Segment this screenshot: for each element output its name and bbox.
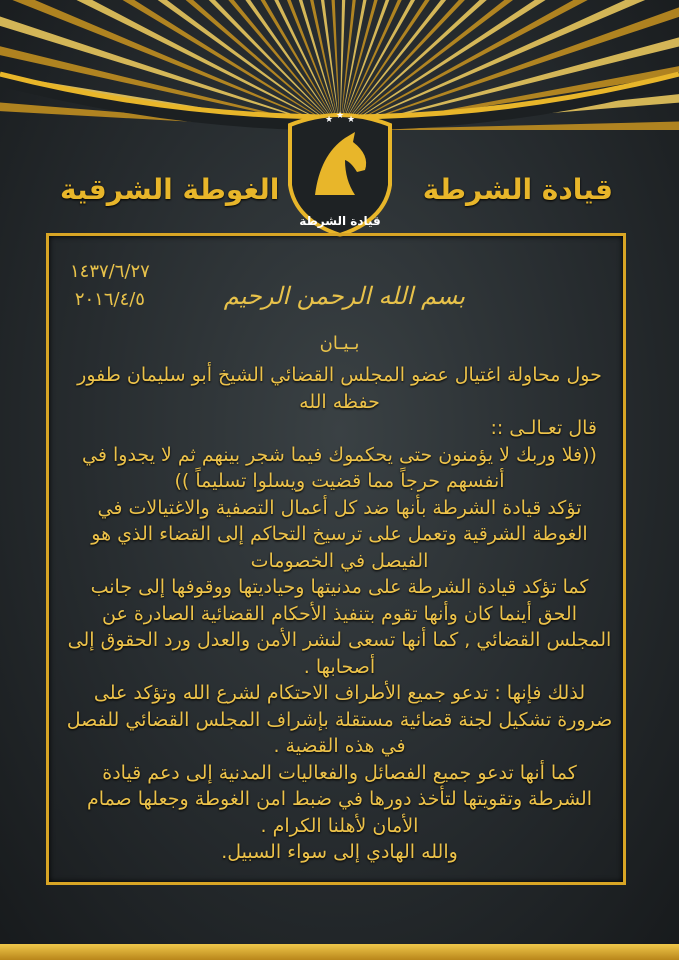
statement-line: لذلك فإنها : تدعو جميع الأطراف الاحتكام لشرع الله وتؤكد على bbox=[93, 682, 586, 704]
svg-text:★: ★ bbox=[347, 115, 356, 125]
statement-line: ضرورة تشكيل لجنة قضائية مستقلة بإشراف المجلس القضائي للفصل bbox=[66, 708, 613, 731]
bottom-gold-strip bbox=[0, 944, 679, 960]
logo-text: قيادة الشرطة bbox=[299, 214, 381, 228]
statement-line: الغوطة الشرقية وتعمل على ترسيخ التحاكم إلى القضاء الذي هو bbox=[91, 523, 588, 545]
statement-heading: بـيـان bbox=[319, 333, 360, 354]
statement-line: أنفسهم حرجاً مما قضيت ويسلوا تسليماً )) bbox=[174, 470, 505, 492]
statement-line: ((فلا وربك لا يؤمنون حتى يحكموك فيما شجر بينهم ثم لا يجدوا في bbox=[82, 443, 597, 466]
title-eastern-ghouta-text: الغوطة الشرقية bbox=[60, 173, 280, 206]
statement-line: والله الهادي إلى سواء السبيل. bbox=[221, 841, 458, 863]
date-gregorian: ٢٠١٦/٤/٥ bbox=[74, 289, 145, 310]
statement-line: قال تعـالـى :: bbox=[490, 417, 597, 439]
statement-line: كما تؤكد قيادة الشرطة على مدنيتها وحياديتها ووقوفها إلى جانب bbox=[90, 576, 589, 598]
statement-line: في هذه القضية . bbox=[273, 735, 406, 757]
statement-line: الأمان لأهلنا الكرام . bbox=[260, 814, 419, 837]
dates bbox=[70, 258, 150, 314]
svg-text:★: ★ bbox=[336, 111, 345, 121]
statement-line: كما أنها تدعو جميع الفصائل والفعاليات المدنية إلى دعم قيادة bbox=[102, 761, 577, 784]
statement-line: المجلس القضائي , كما أنها تسعى لنشر الأمن والعدل ورد الحقوق إلى bbox=[67, 629, 612, 651]
basmala-calligraphy bbox=[225, 268, 465, 324]
statement-line: الشرطة وتقويتها لتأخذ دورها في ضبط امن الغوطة وجعلها صمام bbox=[87, 788, 592, 810]
statement-body bbox=[62, 362, 617, 866]
statement-line: حول محاولة اغتيال عضو المجلس القضائي الشيخ أبو سليمان طفور bbox=[77, 364, 602, 386]
statement-line: أصحابها . bbox=[303, 655, 376, 678]
svg-text:★: ★ bbox=[325, 115, 334, 125]
statement-line: الفيصل في الخصومات bbox=[250, 549, 429, 572]
basmala-text: بسم الله الرحمن الرحيم bbox=[223, 282, 465, 310]
police-shield-logo bbox=[285, 100, 395, 240]
statement-line: الحق أينما كان وأنها تقوم بتنفيذ الأحكام القضائية الصادرة عن bbox=[101, 602, 578, 625]
statement-line: حفظه الله bbox=[299, 390, 380, 413]
title-eastern-ghouta bbox=[60, 172, 280, 208]
statement-line: تؤكد قيادة الشرطة بأنها ضد كل أعمال التصفية والاغتيالات في bbox=[97, 496, 582, 519]
date-hijri: ١٤٣٧/٦/٢٧ bbox=[70, 261, 150, 282]
title-police-command: قيادة الشرطة bbox=[422, 173, 613, 206]
